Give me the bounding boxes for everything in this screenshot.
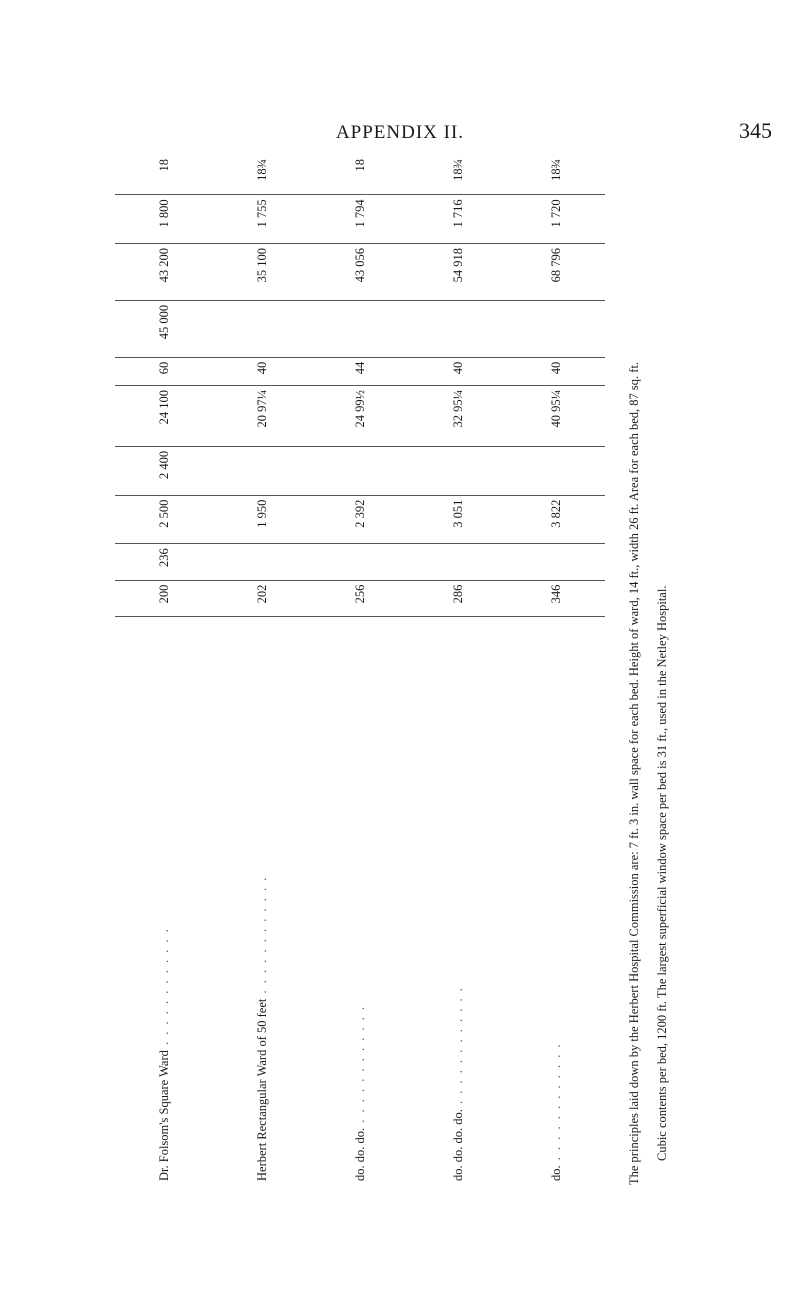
cell-c9: 1 755 — [213, 195, 311, 244]
cell-c3: 2 392 — [311, 495, 409, 544]
cell-c2 — [213, 544, 311, 580]
cell-c1: 256 — [311, 580, 409, 616]
cell-c8: 54 918 — [409, 244, 507, 301]
footnote-line-1: The principles laid down by the Herbert Hospital Commission are: 7 ft. 3 in. wall space for each bed. Height of ward, 14 ft., width 26 ft. Area for each bed, 87 sq. ft. — [627, 361, 641, 1185]
leader-dots: . . . . . . . . . . . . — [156, 927, 171, 1051]
row-label-text: Herbert Rectangular Ward of 50 feet — [254, 998, 269, 1181]
cell-c8: 68 796 — [507, 244, 605, 301]
cell-c10: 18¾ — [507, 155, 605, 195]
page-header — [0, 118, 800, 152]
cell-c3: 1 950 — [213, 495, 311, 544]
row-label-text: do. — [548, 1165, 563, 1181]
row-label — [213, 617, 311, 1186]
cell-c4 — [311, 446, 409, 495]
cell-c2 — [409, 544, 507, 580]
cell-c6: 60 — [115, 357, 213, 385]
table-row — [115, 155, 213, 1185]
cell-c4: 2 400 — [115, 446, 213, 495]
cell-c5: 32 95¼ — [409, 385, 507, 446]
cell-c5: 24 100 — [115, 385, 213, 446]
cell-c7 — [507, 300, 605, 357]
cell-c8: 35 100 — [213, 244, 311, 301]
row-label — [115, 617, 213, 1186]
row-label — [311, 617, 409, 1186]
cell-c2: 236 — [115, 544, 213, 580]
cell-c7 — [213, 300, 311, 357]
ward-data-table — [115, 155, 605, 1185]
table-row — [409, 155, 507, 1185]
cell-c4 — [507, 446, 605, 495]
cell-c8: 43 056 — [311, 244, 409, 301]
cell-c1: 200 — [115, 580, 213, 616]
cell-c2 — [311, 544, 409, 580]
leader-dots: . . . . . . . . . . . . — [254, 875, 269, 999]
cell-c7 — [311, 300, 409, 357]
row-label — [409, 617, 507, 1186]
cell-c6: 44 — [311, 357, 409, 385]
cell-c3: 3 051 — [409, 495, 507, 544]
cell-c5: 40 95¼ — [507, 385, 605, 446]
cell-c4 — [213, 446, 311, 495]
cell-c6: 40 — [409, 357, 507, 385]
cell-c9: 1 794 — [311, 195, 409, 244]
cell-c1: 286 — [409, 580, 507, 616]
cell-c7: 45 000 — [115, 300, 213, 357]
cell-c1: 202 — [213, 580, 311, 616]
cell-c10: 18¾ — [213, 155, 311, 195]
leader-dots: . . . . . . . . . . . . — [548, 1042, 563, 1166]
cell-c10: 18 — [311, 155, 409, 195]
footnote — [620, 155, 680, 1185]
cell-c3: 3 822 — [507, 495, 605, 544]
cell-c9: 1 720 — [507, 195, 605, 244]
page-title: APPENDIX II. — [335, 122, 465, 143]
cell-c5: 24 99½ — [311, 385, 409, 446]
cell-c10: 18¾ — [409, 155, 507, 195]
table-row — [507, 155, 605, 1185]
footnote-line-2: Cubic contents per bed, 1200 ft. The largest superficial window space per bed is 31 ft., used in the Netley Hospital. — [655, 585, 669, 1161]
cell-c8: 43 200 — [115, 244, 213, 301]
cell-c10: 18 — [115, 155, 213, 195]
cell-c3: 2 500 — [115, 495, 213, 544]
row-label-text: Dr. Folsom's Square Ward — [156, 1050, 171, 1181]
cell-c5: 20 97¼ — [213, 385, 311, 446]
page-number: 345 — [739, 118, 772, 143]
rotated-table-container — [115, 155, 605, 1185]
cell-c7 — [409, 300, 507, 357]
row-label-text: do. do. do. do. — [450, 1109, 465, 1181]
cell-c6: 40 — [507, 357, 605, 385]
leader-dots: . . . . . . . . . . . . — [352, 1004, 367, 1128]
table-row — [213, 155, 311, 1185]
cell-c1: 346 — [507, 580, 605, 616]
leader-dots: . . . . . . . . . . . . — [450, 986, 465, 1110]
table-row — [311, 155, 409, 1185]
cell-c9: 1 800 — [115, 195, 213, 244]
cell-c9: 1 716 — [409, 195, 507, 244]
row-label — [507, 617, 605, 1186]
cell-c2 — [507, 544, 605, 580]
cell-c4 — [409, 446, 507, 495]
row-label-text: do. do. do. — [352, 1127, 367, 1181]
cell-c6: 40 — [213, 357, 311, 385]
